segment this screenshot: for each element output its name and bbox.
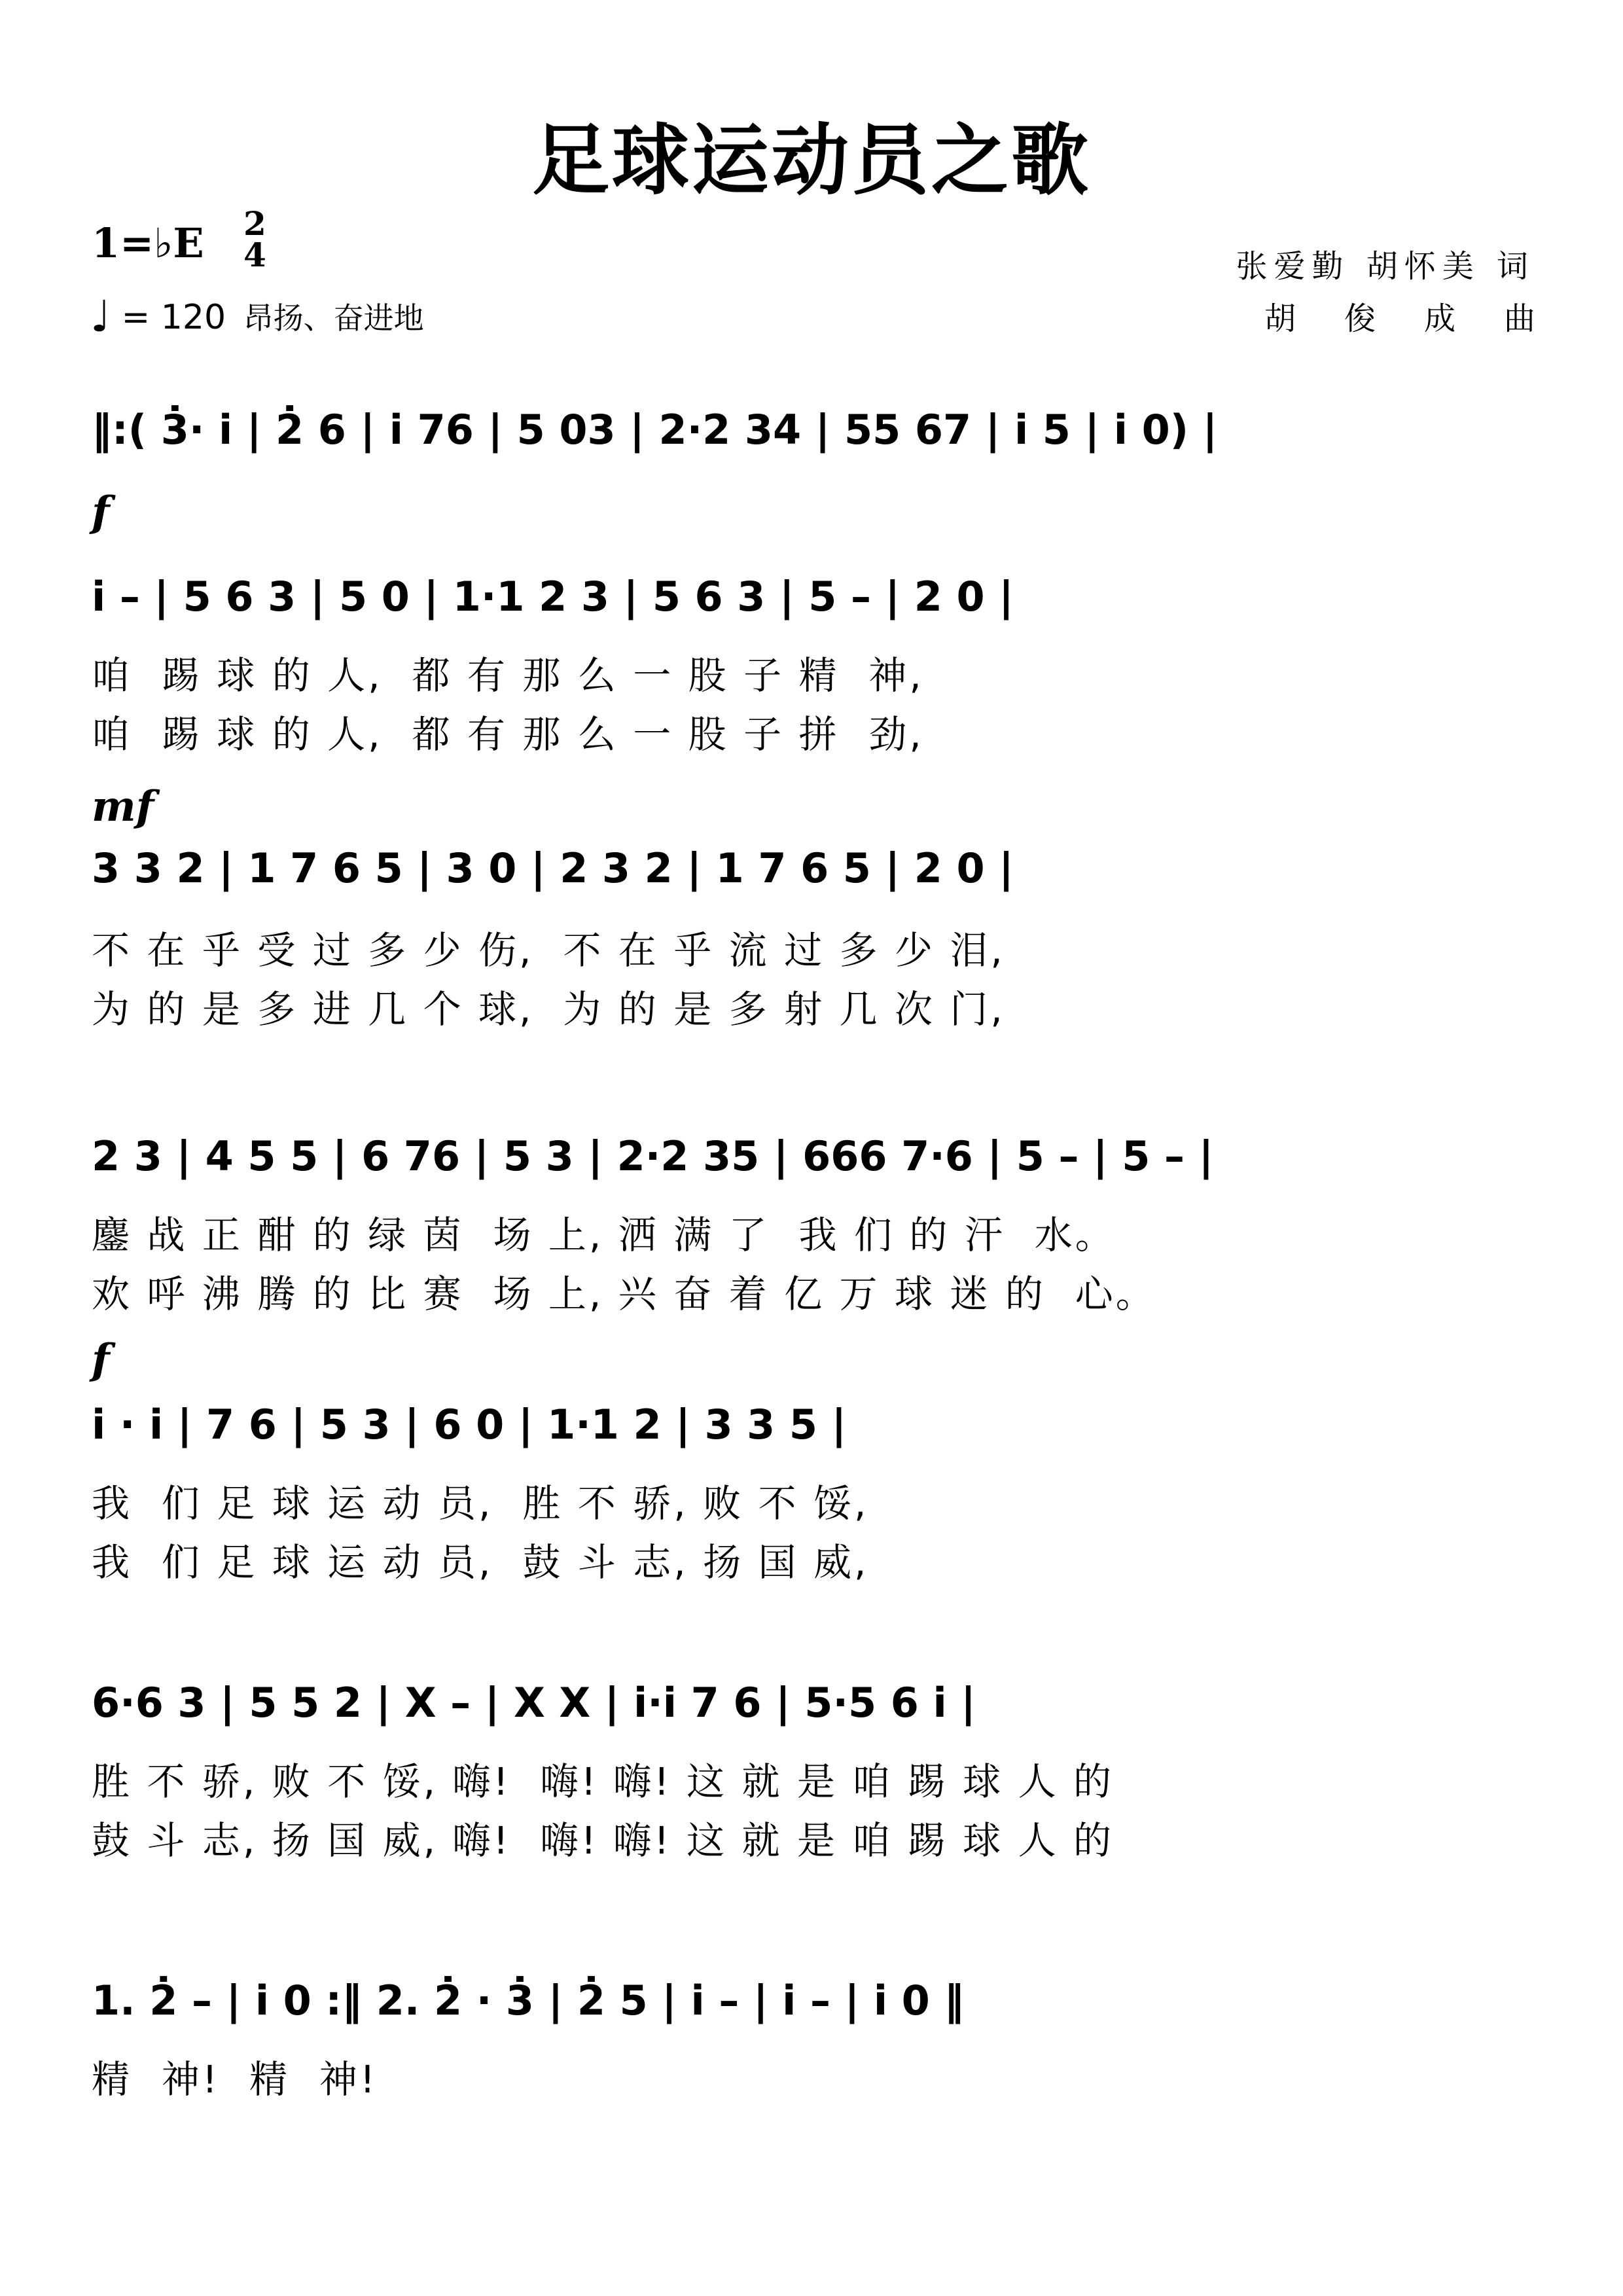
lyrics-verse-1: 我 们 足 球 运 动 员, 胜 不 骄, 败 不 馁, xyxy=(92,1481,869,1526)
lyrics-verse-2: 鼓 斗 志, 扬 国 威, 嗨! 嗨! 嗨! 这 就 是 咱 踢 球 人 的 xyxy=(92,1818,1115,1863)
time-signature xyxy=(243,204,266,274)
lyrics-verse-2: 为 的 是 多 进 几 个 球, 为 的 是 多 射 几 次 门, xyxy=(92,987,1005,1031)
notation-row: i̇ – | 5 6 3 | 5 0 | 1·1 2 3 | 5 6 3 | 5 – | 2 0 | xyxy=(92,573,1014,620)
dynamic-mark: mf xyxy=(92,782,154,831)
lyrics-verse-1: 不 在 乎 受 过 多 少 伤, 不 在 乎 流 过 多 少 泪, xyxy=(92,928,1005,973)
lyrics-verse-2: 欢 呼 沸 腾 的 比 赛 场 上, 兴 奋 着 亿 万 球 迷 的 心。 xyxy=(92,1272,1156,1316)
key-signature: 1=♭E xyxy=(92,219,204,267)
meter-bottom: 4 xyxy=(243,236,266,274)
dynamic-mark: f xyxy=(92,488,110,537)
lyrics-verse-1: 咱 踢 球 的 人, 都 有 那 么 一 股 子 精 神, xyxy=(92,653,924,698)
notation-row: i̇ · i̇ | 7 6 | 5 3 | 6 0 | 1·1 2 | 3 3 5 | xyxy=(92,1401,847,1448)
lyricist-credit: 张爱勤 胡怀美 词 xyxy=(1236,248,1535,285)
dynamic-mark: f xyxy=(92,1335,110,1384)
quarter-note-icon: ♩ xyxy=(90,291,111,342)
song-title: 足球运动员之歌 xyxy=(531,115,1091,206)
notation-row: 6·6 3 | 5 5 2 | X – | X X | i̇·i̇ 7 6 | 5·5 6 i̇ | xyxy=(92,1679,976,1727)
notation-row: 1. 2̇ – | i̇ 0 :‖ 2. 2̇ · 3̇ | 2̇ 5 | i̇ – | i̇ – | i̇ 0 ‖ xyxy=(92,1977,965,2024)
lyrics-verse-2: 咱 踢 球 的 人, 都 有 那 么 一 股 子 拼 劲, xyxy=(92,712,924,757)
notation-row: ‖:( 3̇· i̇ | 2̇ 6 | i̇ 76 | 5 03 | 2·2 34 | 55 67 | i̇ 5 | i̇ 0) | xyxy=(92,406,1218,454)
notation-row: 2 3 | 4 5 5 | 6 76 | 5 3 | 2·2 35 | 666 7·6 | 5 – | 5 – | xyxy=(92,1132,1214,1180)
lyrics-verse-1: 鏖 战 正 酣 的 绿 茵 场 上, 洒 满 了 我 们 的 汗 水。 xyxy=(92,1213,1116,1257)
tempo-marking xyxy=(90,291,424,342)
tempo-value: = 120 xyxy=(121,298,226,337)
lyrics-verse-1: 胜 不 骄, 败 不 馁, 嗨! 嗨! 嗨! 这 就 是 咱 踢 球 人 的 xyxy=(92,1759,1115,1804)
expression-mark: 昂扬、奋进地 xyxy=(243,300,424,336)
composer-credit: 胡俊成曲 xyxy=(1264,300,1584,337)
lyrics-verse-1: 精 神! 精 神! xyxy=(92,2057,378,2102)
meter-top: 2 xyxy=(243,204,266,243)
lyrics-verse-2: 我 们 足 球 运 动 员, 鼓 斗 志, 扬 国 威, xyxy=(92,1540,869,1585)
notation-row: 3 3 2 | 1 7 6 5 | 3 0 | 2 3 2 | 1 7 6 5 | 2 0 | xyxy=(92,844,1014,892)
